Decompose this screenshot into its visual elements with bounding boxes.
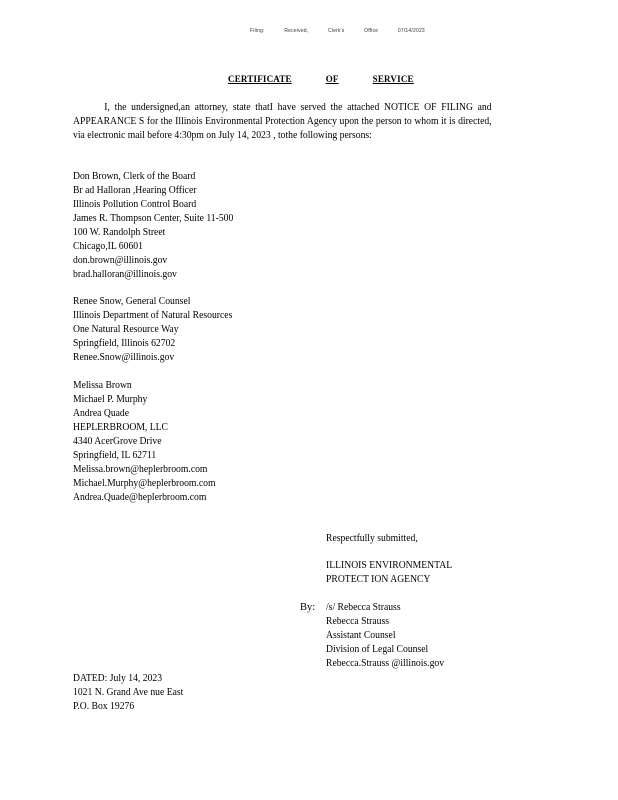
address-line: Chicago,IL 60601 <box>73 241 143 252</box>
agency-line: ILLINOIS ENVIRONMENTAL <box>326 560 453 571</box>
address-line: 4340 AcerGrove Drive <box>73 436 162 447</box>
email-line: Renee.Snow@illinois.gov <box>73 352 175 363</box>
title-word: OF <box>325 74 339 84</box>
address-line: Illinois Pollution Control Board <box>73 199 197 210</box>
address-line: 1021 N. Grand Ave nue East <box>73 687 184 698</box>
stamp-part: Clerk's <box>327 28 345 34</box>
address-line: Illinois Department of Natural Resources <box>73 310 233 321</box>
address-line: HEPLERBROOM, LLC <box>73 422 169 433</box>
email-line: Andrea.Quade@heplerbroom.com <box>73 492 207 503</box>
stamp-part: 07/14/2023 <box>397 28 425 34</box>
address-line: Springfield, Illinois 62702 <box>73 338 176 349</box>
email-line: don.brown@illinois.gov <box>73 255 168 266</box>
signature-line: /s/ Rebecca Strauss <box>326 602 401 613</box>
dated-block <box>73 672 183 714</box>
filing-stamp <box>250 28 443 34</box>
email-line: Melissa.brown@heplerbroom.com <box>73 464 208 475</box>
closing-line <box>326 532 418 546</box>
address-line: Melissa Brown <box>73 380 132 391</box>
email-line: Rebecca.Strauss @illinois.gov <box>326 658 445 669</box>
signature-line: Assistant Counsel <box>326 630 396 641</box>
service-recipient-block <box>73 170 233 282</box>
address-line: 100 W. Randolph Street <box>73 227 166 238</box>
service-recipient-block <box>73 379 215 505</box>
email-line: Michael.Murphy@heplerbroom.com <box>73 478 216 489</box>
service-recipient-block <box>73 295 232 365</box>
stamp-part: Office <box>364 28 379 34</box>
agency-name <box>326 559 452 587</box>
closing-text: Respectfully submitted, <box>326 533 418 544</box>
stamp-part: Filing: <box>250 28 265 34</box>
agency-line: PROTECT ION AGENCY <box>326 574 431 585</box>
dated-line: DATED: July 14, 2023 <box>73 673 163 684</box>
address-line: Springfield, IL 62711 <box>73 450 157 461</box>
stamp-part: Received, <box>284 28 309 34</box>
address-line: Br ad Halloran ,Hearing Officer <box>73 185 197 196</box>
email-line: brad.halloran@illinois.gov <box>73 269 177 280</box>
intro-paragraph: I, the undersigned,an attorney, state thatI have served the attached NOTICE OF FILING and APPEARANCE S for the Illinois Environmental Protection Agency upon the person to whom it is directed, via electronic mail before 4:30pm on July 14, 2023 , tothe following persons: <box>73 102 492 141</box>
address-line: James R. Thompson Center, Suite 11-500 <box>73 213 234 224</box>
title-word: CERTIFICATE <box>228 74 292 84</box>
signature-block <box>326 601 444 671</box>
address-line: P.O. Box 19276 <box>73 701 135 712</box>
address-line: Don Brown, Clerk of the Board <box>73 171 196 182</box>
signature-line: Rebecca Strauss <box>326 616 390 627</box>
document-title <box>228 74 414 84</box>
by-label: By: <box>300 602 316 613</box>
address-line: Andrea Quade <box>73 408 130 419</box>
address-line: Renee Snow, General Counsel <box>73 296 191 307</box>
address-line: Michael P. Murphy <box>73 394 148 405</box>
address-line: One Natural Resource Way <box>73 324 179 335</box>
title-word: SERVICE <box>372 74 414 84</box>
signature-line: Division of Legal Counsel <box>326 644 429 655</box>
